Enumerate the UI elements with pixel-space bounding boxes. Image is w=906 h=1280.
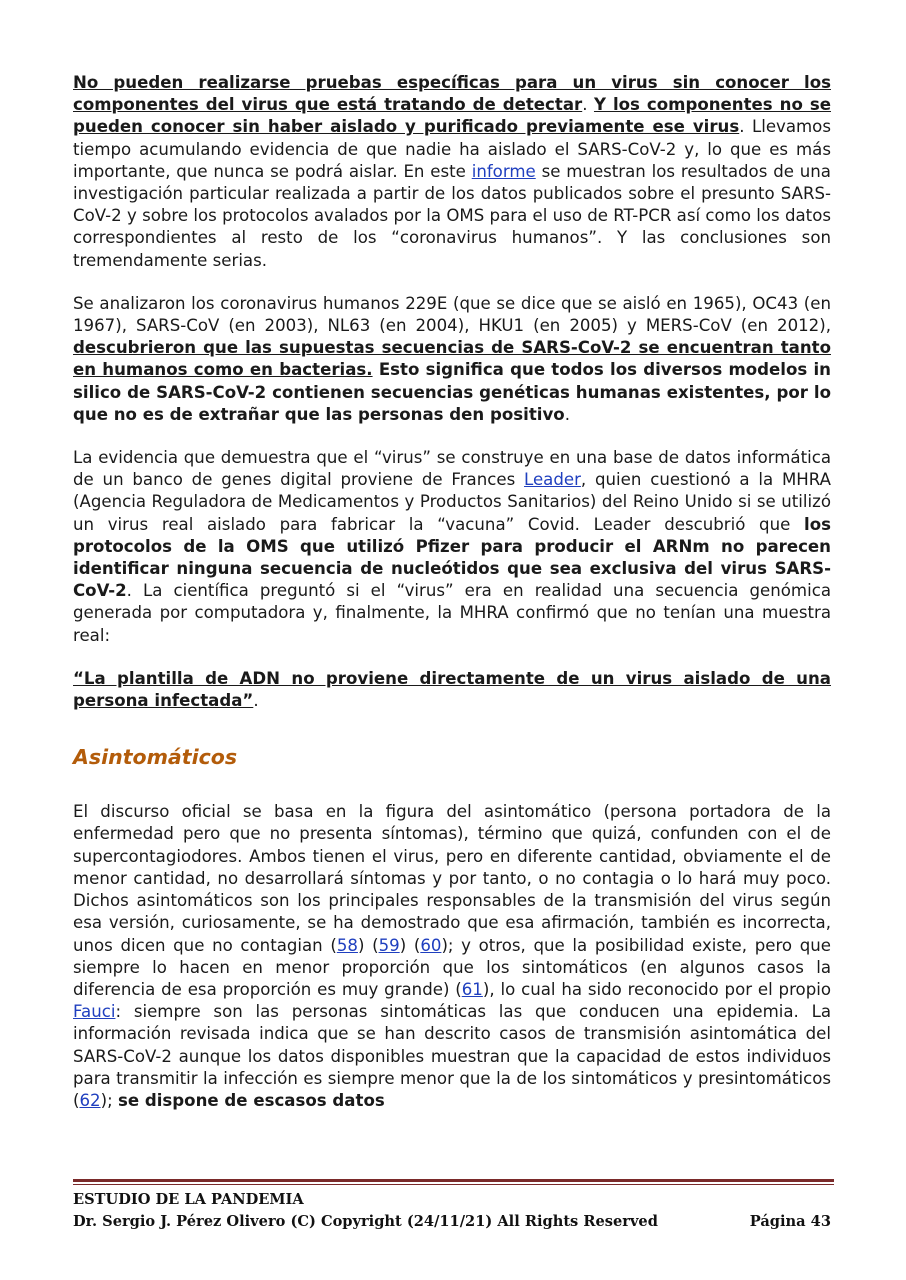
body-text: , quien cuestionó a la MHRA (Agencia Reguladora de Medicamentos y Productos Sanitarios) del Reino Unido si se utilizó un virus real aislado para fabricar la “vacuna” Covid. Leader descubrió que bbox=[73, 470, 831, 534]
informe-link[interactable]: informe bbox=[471, 161, 536, 181]
emphasis-text: No pueden realizarse pruebas específicas para un virus sin conocer los componentes del virus que está tratando de detectar bbox=[73, 73, 831, 115]
leader-link[interactable]: Leader bbox=[524, 470, 581, 490]
paragraph-3 bbox=[73, 447, 831, 647]
paragraph-4-quote bbox=[73, 668, 831, 712]
reference-link-59[interactable]: 59 bbox=[378, 935, 400, 955]
footer-row bbox=[73, 1211, 831, 1233]
body-text: Se analizaron los coronavirus humanos 229E (que se dice que se aisló en 1965), OC43 (en 1967), SARS-CoV (en 2003), NL63 (en 2004), HKU1 (en 2005) y MERS-CoV (en 2012), bbox=[73, 293, 831, 336]
body-text: ); bbox=[100, 1090, 118, 1110]
bold-text: los protocolos de la OMS que utilizó Pfizer para producir el ARNm no parecen identificar ninguna secuencia de nucleótidos que sea exclusiva del virus SARS-CoV-2 bbox=[73, 514, 831, 601]
body-text: se muestran los resultados de una investigación particular realizada a partir de los datos publicados sobre el presunto SARS-CoV-2 y sobre los protocolos avalados por la OMS para el uso de RT-PCR así como los datos correspondientes al resto de los “coronavirus humanos”. Y las conclusiones son tremendamente serias. bbox=[73, 161, 831, 270]
footer-copyright: Dr. Sergio J. Pérez Olivero (C) Copyright (24/11/21) All Rights Reserved bbox=[73, 1213, 658, 1230]
bold-text: se dispone de escasos datos bbox=[117, 1090, 385, 1110]
body-text: . La científica preguntó si el “virus” era en realidad una secuencia genómica generada por computadora y, finalmente, la MHRA confirmó que no tenían una muestra real: bbox=[73, 581, 831, 645]
section-heading: Asintomáticos bbox=[73, 745, 238, 770]
reference-link-58[interactable]: 58 bbox=[336, 935, 358, 955]
quote-text: “La plantilla de ADN no proviene directamente de un virus aislado de una persona infectada” bbox=[73, 668, 831, 711]
document-body bbox=[73, 72, 831, 1112]
body-text: ) ( bbox=[357, 935, 379, 955]
page-number: Página 43 bbox=[749, 1213, 831, 1230]
body-text: ); y otros, que la posibilidad existe, pero que siempre lo hacen en menor proporción que los sintomáticos (en algunos casos la diferencia de esa proporción es muy grande) ( bbox=[73, 935, 831, 999]
body-text: . bbox=[564, 404, 570, 424]
body-text: . bbox=[253, 691, 259, 711]
emphasis-text: Y los componentes no se pueden conocer sin haber aislado y purificado previamente ese virus bbox=[73, 95, 831, 137]
body-text: La evidencia que demuestra que el “virus” se construye en una base de datos informática de un banco de genes digital proviene de Frances bbox=[73, 448, 831, 490]
emphasis-text: descubrieron que las supuestas secuencias de SARS-CoV-2 se encuentran tanto en humanos como en bacterias. bbox=[73, 338, 831, 380]
body-text: ) ( bbox=[399, 935, 421, 955]
body-text: El discurso oficial se basa en la figura del asintomático (persona portadora de la enfermedad pero que no presenta síntomas), término que quizá, confunden con el de supercontagiodores. Ambos tienen el virus, pero en diferente cantidad, obviamente el de menor cantidad, no desarrollará síntomas y por tanto, o no contagia o lo hará muy poco. Dichos asintomáticos son los principales responsables de la transmisión del virus según esa versión, curiosamente, se ha demostrado que esa afirmación, también es incorrecta, unos dicen que no contagian ( bbox=[73, 802, 831, 955]
page-footer bbox=[73, 1189, 831, 1233]
reference-link-62[interactable]: 62 bbox=[79, 1090, 101, 1110]
paragraph-1 bbox=[73, 72, 831, 272]
footer-divider-thin bbox=[73, 1184, 834, 1185]
body-text: ), lo cual ha sido reconocido por el propio bbox=[482, 979, 831, 999]
footer-title: ESTUDIO DE LA PANDEMIA bbox=[73, 1191, 304, 1208]
reference-link-61[interactable]: 61 bbox=[461, 979, 483, 999]
fauci-link[interactable]: Fauci bbox=[73, 1002, 116, 1022]
body-text: . Llevamos tiempo acumulando evidencia de que nadie ha aislado el SARS-CoV-2 y, lo que es más importante, que nunca se podrá aislar. En este bbox=[73, 117, 831, 181]
reference-link-60[interactable]: 60 bbox=[420, 935, 442, 955]
paragraph-5 bbox=[73, 801, 831, 1112]
paragraph-2 bbox=[73, 293, 831, 426]
bold-text: Esto significa que todos los diversos modelos in silico de SARS-CoV-2 contienen secuencias genéticas humanas existentes, por lo que no es de extrañar que las personas den positivo bbox=[73, 360, 831, 424]
body-text: . bbox=[582, 95, 588, 115]
footer-divider-thick bbox=[73, 1179, 834, 1182]
body-text: : siempre son las personas sintomáticas las que conducen una epidemia. La información revisada indica que se han descrito casos de transmisión asintomática del SARS-CoV-2 aunque los datos disponibles muestran que la capacidad de estos individuos para transmitir la infección es siempre menor que la de los sintomáticos y presintomáticos ( bbox=[73, 1002, 831, 1110]
